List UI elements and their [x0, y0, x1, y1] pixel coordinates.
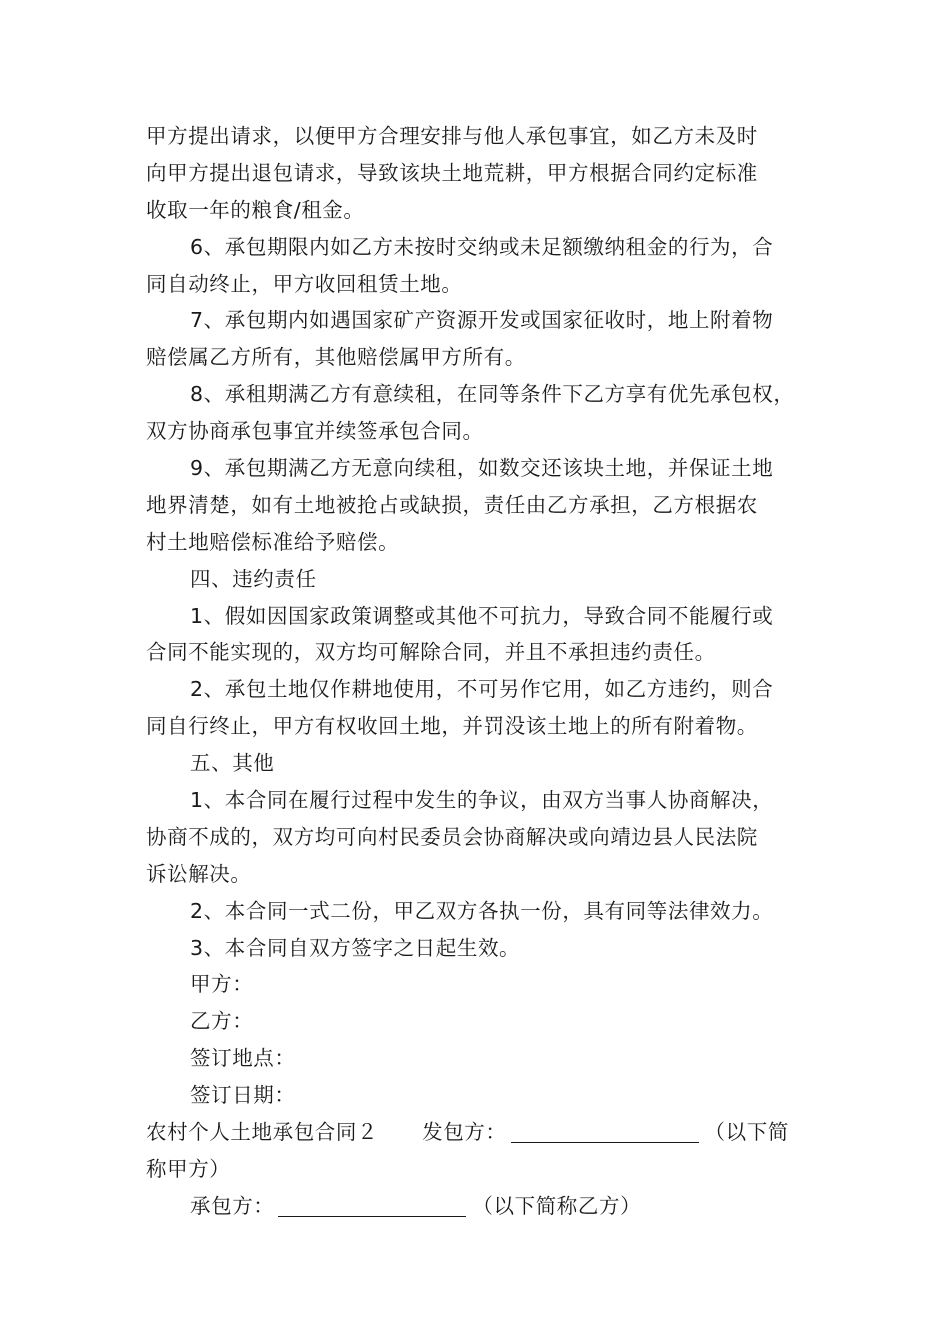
other-clause-1-line: 1、本合同在履行过程中发生的争议，由双方当事人协商解决，: [190, 788, 774, 813]
contractor-line: [146, 1188, 826, 1225]
contractor-suffix: （以下简称乙方）: [472, 1193, 642, 1218]
party-b-signature: 乙方：: [190, 1009, 254, 1034]
text-line: 收取一年的粮食/租金。: [146, 197, 365, 222]
issuer-label: 发包方：: [422, 1120, 507, 1145]
text-line: 双方协商承包事宜并续签承包合同。: [146, 419, 484, 444]
issuer-suffix: （以下简: [704, 1120, 789, 1145]
text-line: 地界清楚，如有土地被抢占或缺损，责任由乙方承担，乙方根据农: [146, 492, 758, 517]
text-line: 村土地赔偿标准给予赔偿。: [146, 529, 400, 554]
contract-text: [146, 118, 826, 1225]
issuer-suffix-continuation: 称甲方）: [146, 1156, 231, 1181]
text-line: 赔偿属乙方所有，其他赔偿属甲方所有。: [146, 345, 526, 370]
contractor-label: 承包方：: [190, 1193, 275, 1218]
contract2-title: 农村个人土地承包合同２: [146, 1120, 379, 1145]
other-clause-2-line: 2、本合同一式二份，甲乙双方各执一份，具有同等法律效力。: [190, 898, 774, 923]
clause-6-line: 6、承包期限内如乙方未按时交纳或未足额缴纳租金的行为，合: [190, 234, 774, 259]
clause-8-line: 8、承租期满乙方有意续租，在同等条件下乙方享有优先承包权，: [190, 382, 795, 407]
text-line: 诉讼解决。: [146, 861, 252, 886]
text-line: 同自行终止，甲方有权收回土地，并罚没该土地上的所有附着物。: [146, 714, 758, 739]
clause-7-line: 7、承包期内如遇国家矿产资源开发或国家征收时，地上附着物: [190, 308, 774, 333]
breach-clause-2-line: 2、承包土地仅作耕地使用，不可另作它用，如乙方违约，则合: [190, 677, 774, 702]
contractor-blank-field[interactable]: [278, 1192, 466, 1217]
text-line: 合同不能实现的，双方均可解除合同，并且不承担违约责任。: [146, 640, 716, 665]
text-line: 甲方提出请求，以便甲方合理安排与他人承包事宜，如乙方未及时: [146, 124, 758, 148]
breach-clause-1-line: 1、假如因国家政策调整或其他不可抗力，导致合同不能履行或: [190, 603, 774, 628]
text-line: 向甲方提出退包请求，导致该块土地荒耕，甲方根据合同约定标准: [146, 160, 758, 185]
party-a-signature: 甲方：: [190, 972, 254, 997]
other-clause-3-line: 3、本合同自双方签字之日起生效。: [190, 935, 521, 960]
text-line: 协商不成的，双方均可向村民委员会协商解决或向靖边县人民法院: [146, 824, 758, 849]
text-line: 同自动终止，甲方收回租赁土地。: [146, 271, 463, 296]
issuer-blank-field[interactable]: [511, 1118, 699, 1143]
contract2-header-line: [146, 1114, 826, 1151]
section-heading-other: 五、其他: [190, 751, 275, 776]
sign-date-field: 签订日期：: [190, 1083, 296, 1108]
section-heading-breach: 四、违约责任: [190, 566, 317, 591]
sign-place-field: 签订地点：: [190, 1046, 296, 1071]
clause-9-line: 9、承包期满乙方无意向续租，如数交还该块土地，并保证土地: [190, 456, 774, 481]
